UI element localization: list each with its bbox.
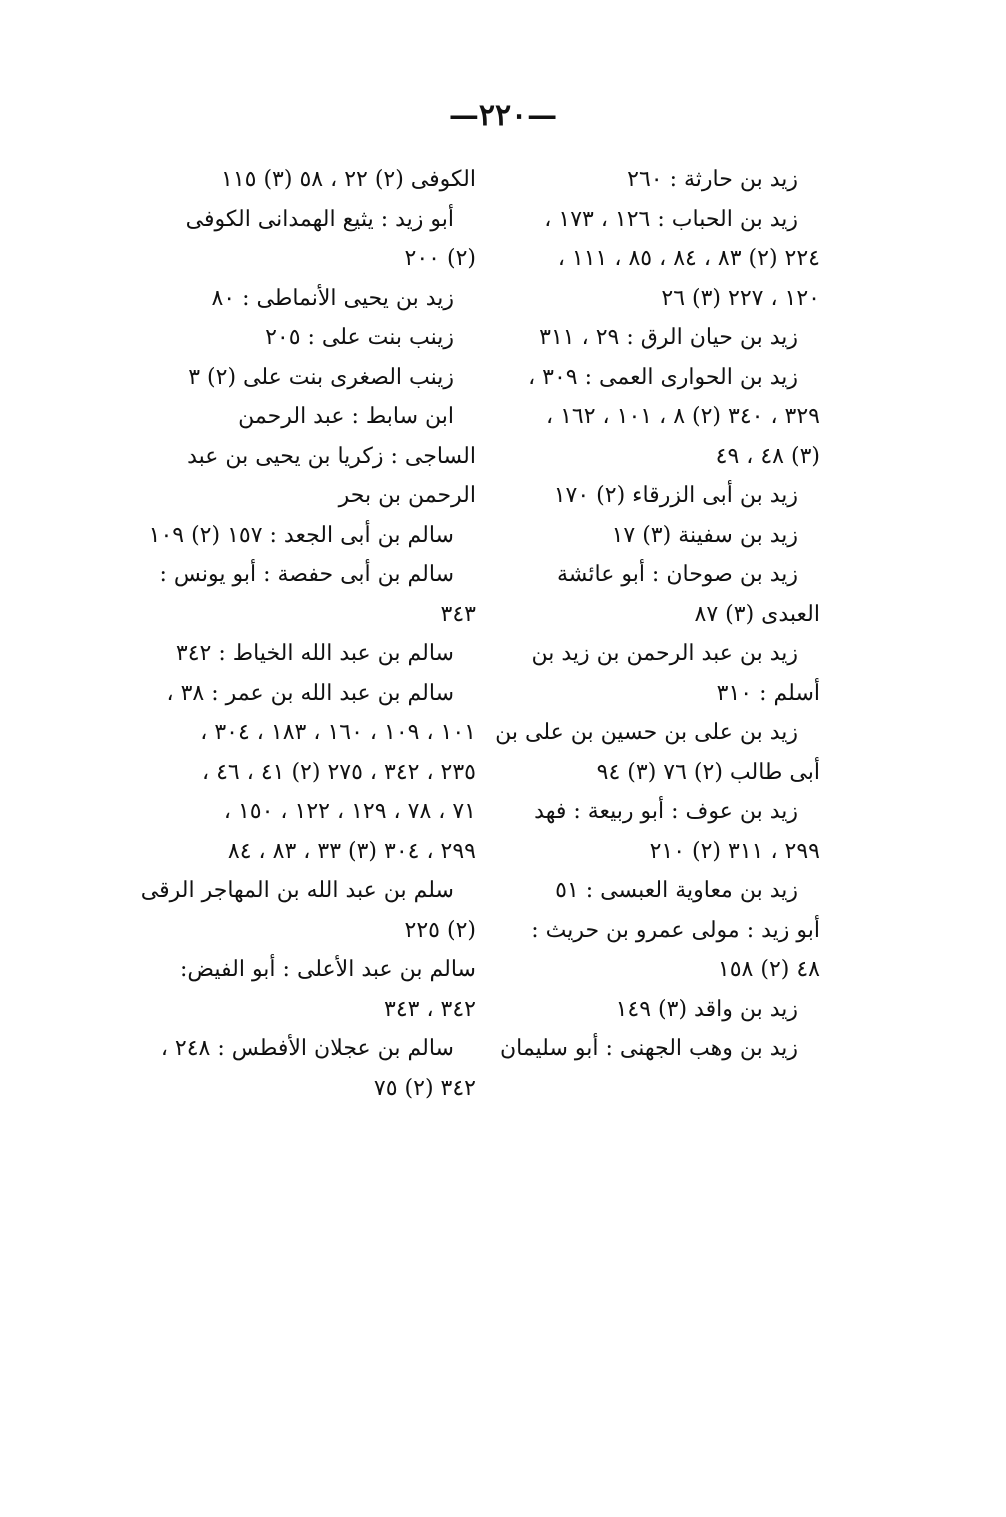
index-entry-line: زيد بن عوف : أبو ربيعة : فهد [534,799,798,824]
index-entry-line: (٣) ٤٨ ، ٤٩ [715,443,820,469]
index-entry-line: ٣٤٣ [440,601,476,627]
index-column-left [140,160,476,1108]
index-entry-line: زيد بن أبى الزرقاء (٢) ١٧٠ [553,483,798,508]
index-entry-line: ١٠١ ، ١٠٩ ، ١٦٠ ، ١٨٣ ، ٣٠٤ ، [200,720,476,745]
index-entry-line: ٤٨ (٢) ١٥٨ [717,957,820,982]
index-entry-line: زينب بنت على : ٢٠٥ [265,325,454,350]
index-entry-line: زيد بن صوحان : أبو عائشة [556,562,798,587]
index-entry-line: سلم بن عبد الله بن المهاجر الرقى [140,878,454,903]
index-entry-line: زيد بن وهب الجهنى : أبو سليمان [499,1036,798,1061]
index-entry-line: ٢٢٤ (٢) ٨٣ ، ٨٤ ، ٨٥ ، ١١١ ، [557,246,820,271]
index-entry-line: أبو زيد : يثيع الهمدانى الكوفى [185,206,454,232]
index-entry-line: زيد بن الحباب : ١٢٦ ، ١٧٣ ، [544,206,798,232]
index-entry-line: الرحمن بن بحر [338,483,476,508]
index-entry-line: ٧١ ، ٧٨ ، ١٢٩ ، ١٢٢ ، ١٥٠ ، [223,799,476,824]
index-entry-line: ٣٢٩ ، ٣٤٠ (٢) ٨ ، ١٠١ ، ١٦٢ ، [546,404,820,429]
index-entry-line: زيد بن واقد (٣) ١٤٩ [615,996,798,1022]
index-column-right [495,160,820,1069]
index-entry-line: ابن سابط : عبد الرحمن [238,404,454,429]
index-entry-line: ١٢٠ ، ٢٢٧ (٣) ٢٦ [661,285,820,311]
index-entry-line: (٢) ٢٠٠ [404,246,476,271]
index-entry-line: زيد بن حارثة : ٢٦٠ [627,167,798,192]
index-entry-line: سالم بن أبى حفصة : أبو يونس : [159,562,454,587]
index-entry-line: الكوفى (٢) ٢٢ ، ٥٨ (٣) ١١٥ [221,167,476,192]
index-entry-line: زيد بن حيان الرق : ٢٩ ، ٣١١ [539,325,798,350]
index-entry-line: زيد بن يحيى الأنماطى : ٨٠ [211,285,454,311]
index-entry-line: أبى طالب (٢) ٧٦ (٣) ٩٤ [596,759,820,785]
index-entry-line: (٢) ٢٢٥ [404,917,476,943]
index-entry-line: ٣٤٢ (٢) ٧٥ [373,1075,476,1101]
page-number: —٢٢٠— [448,98,558,133]
index-entry-line: أسلم : ٣١٠ [716,680,820,706]
index-entry-line: ٣٤٢ ، ٣٤٣ [384,996,476,1022]
index-entry-line: زينب الصغرى بنت على (٢) ٣ [188,364,454,390]
index-entry-line: سالم بن عجلان الأفطس : ٢٤٨ ، [160,1036,454,1061]
index-entry-line: ٢٩٩ ، ٣٠٤ (٣) ٣٣ ، ٨٣ ، ٨٤ [227,838,476,864]
index-entry-line: العبدى (٣) ٨٧ [694,601,820,627]
index-entry-line: ٢٣٥ ، ٣٤٢ ، ٢٧٥ (٢) ٤١ ، ٤٦ ، [202,759,476,785]
index-entry-line: سالم بن عبد الله الخياط : ٣٤٢ [175,641,454,666]
index-entry-line: زيد بن عبد الرحمن بن زيد بن [531,641,798,666]
index-entry-line: زيد بن سفينة (٣) ١٧ [611,522,798,548]
index-entry-line: الساجى : زكريا بن يحيى بن عبد [187,443,476,469]
index-entry-line: زيد بن على بن حسين بن على بن [495,720,798,745]
index-entry-line: زيد بن الحوارى العمى : ٣٠٩ ، [528,364,798,390]
index-entry-line: سالم بن عبد الله بن عمر : ٣٨ ، [166,680,454,706]
index-entry-line: زيد بن معاوية العبسى : ٥١ [555,878,798,903]
index-entry-line: سالم بن أبى الجعد : ١٥٧ (٢) ١٠٩ [148,522,454,548]
index-entry-line: أبو زيد : مولى عمرو بن حريث : [531,917,820,943]
index-entry-line: ٢٩٩ ، ٣١١ (٢) ٢١٠ [649,838,820,864]
index-entry-line: سالم بن عبد الأعلى : أبو الفيض: [180,957,476,982]
